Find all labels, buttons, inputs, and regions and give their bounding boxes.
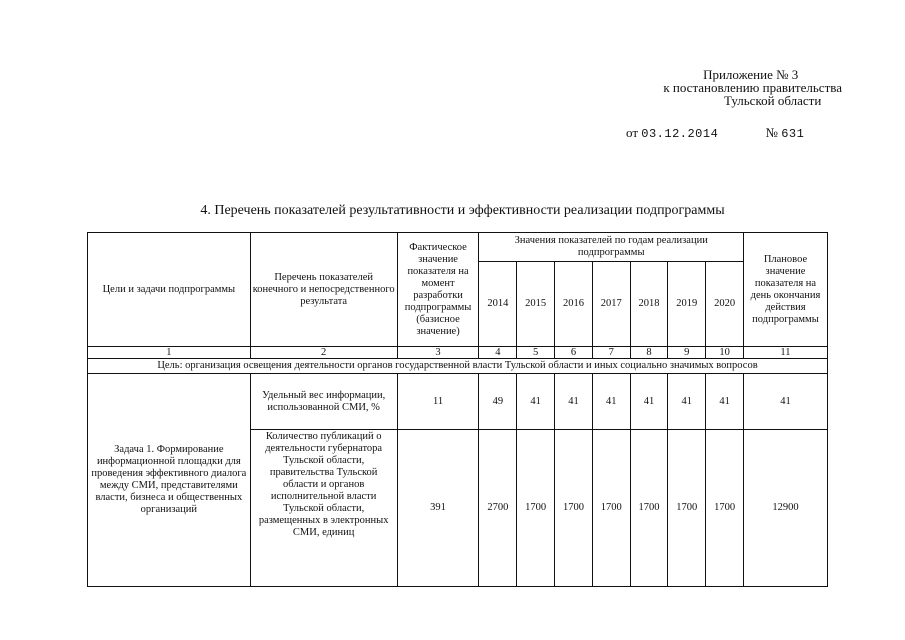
- indicator-cell: Удельный вес информации, использованной СМИ, %: [250, 374, 397, 430]
- year-value-cell: 41: [517, 374, 555, 430]
- column-number: 8: [630, 347, 668, 359]
- year-value-cell: 2700: [479, 430, 517, 587]
- base-value-cell: 391: [397, 430, 479, 587]
- header-year: 2018: [630, 262, 668, 347]
- planned-value-cell: 41: [743, 374, 827, 430]
- column-number-row: [88, 347, 828, 359]
- appendix-header: [663, 68, 842, 107]
- planned-value-cell: 12900: [743, 430, 827, 587]
- column-number: 5: [517, 347, 555, 359]
- header-year: 2015: [517, 262, 555, 347]
- column-number: 9: [668, 347, 706, 359]
- year-value-cell: 1700: [517, 430, 555, 587]
- year-value-cell: 49: [479, 374, 517, 430]
- year-value-cell: 41: [592, 374, 630, 430]
- year-value-cell: 41: [668, 374, 706, 430]
- decree-reference: [626, 125, 804, 141]
- year-value-cell: 1700: [630, 430, 668, 587]
- column-number: 2: [250, 347, 397, 359]
- year-value-cell: 41: [630, 374, 668, 430]
- decree-from-label: от: [626, 125, 639, 140]
- header-base-value: Фактическое значение показателя на момент разработки подпрограммы (базисное значение): [397, 233, 479, 347]
- year-value-cell: 41: [706, 374, 744, 430]
- decree-date: 03.12.2014: [641, 127, 719, 141]
- indicators-table: [87, 232, 828, 587]
- decree-number-label: №: [765, 125, 778, 140]
- header-year: 2017: [592, 262, 630, 347]
- page-title: 4. Перечень показателей результативности и эффективности реализации подпрограммы: [200, 203, 725, 218]
- header-year: 2020: [706, 262, 744, 347]
- header-year: 2016: [555, 262, 593, 347]
- appendix-region: Тульской области: [724, 93, 822, 108]
- goal-cell: Цель: организация освещения деятельности органов государственной власти Тульской области и иных социально значимых вопросов: [88, 359, 828, 374]
- year-value-cell: 1700: [706, 430, 744, 587]
- column-number: 10: [706, 347, 744, 359]
- column-number: 1: [88, 347, 251, 359]
- column-number: 7: [592, 347, 630, 359]
- appendix-reference: к постановлению правительства: [663, 80, 842, 95]
- column-number: 3: [397, 347, 479, 359]
- year-value-cell: 1700: [555, 430, 593, 587]
- header-year: 2014: [479, 262, 517, 347]
- appendix-number: Приложение № 3: [703, 67, 799, 82]
- header-years-group: Значения показателей по годам реализации подпрограммы: [479, 233, 743, 262]
- column-number: 4: [479, 347, 517, 359]
- header-goals: Цели и задачи подпрограммы: [88, 233, 251, 347]
- task-cell: Задача 1. Формирование информационной площадки для проведения эффективного диалога между СМИ, представителями власти, бизнеса и общественных организаций: [88, 374, 251, 587]
- year-value-cell: 1700: [668, 430, 706, 587]
- column-number: 6: [555, 347, 593, 359]
- indicator-cell: Количество публикаций о деятельности губернатора Тульской области, правительства Тульской области и органов исполнительной власти Тульской области, размещенных в электронных СМИ, единиц: [250, 430, 397, 587]
- column-number: 11: [743, 347, 827, 359]
- decree-number: 631: [781, 127, 805, 141]
- year-value-cell: 41: [555, 374, 593, 430]
- header-row: [88, 233, 828, 262]
- table-row: [88, 374, 828, 430]
- year-value-cell: 1700: [592, 430, 630, 587]
- header-year: 2019: [668, 262, 706, 347]
- header-planned-value: Плановое значение показателя на день окончания действия подпрограммы: [743, 233, 827, 347]
- header-indicators: Перечень показателей конечного и непосредственного результата: [250, 233, 397, 347]
- base-value-cell: 11: [397, 374, 479, 430]
- goal-row: [88, 359, 828, 374]
